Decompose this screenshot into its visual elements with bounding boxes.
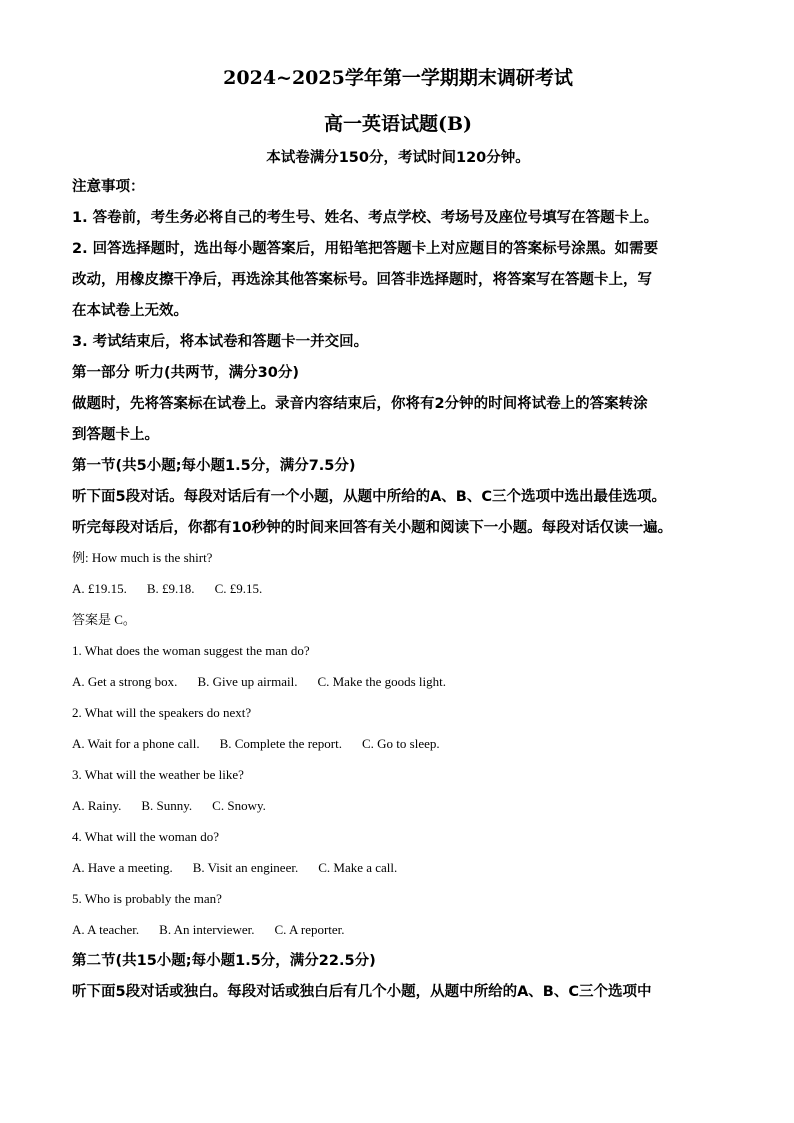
question-1-option-c: C. Make the goods light. — [317, 674, 446, 689]
example-answer: 答案是 C。 — [72, 612, 136, 627]
question-3-options — [72, 797, 724, 815]
notes-heading: 注意事项： — [72, 179, 145, 195]
question-3-option-c: C. Snowy. — [212, 798, 266, 813]
section1-heading: 第一节(共5小题;每小题1.5分，满分7.5分) — [72, 458, 356, 474]
question-4-option-c: C. Make a call. — [318, 860, 398, 875]
question-5-option-a: A. A teacher. — [72, 922, 140, 937]
notes-item-2-line-3: 在本试卷上无效。 — [72, 303, 188, 319]
question-1-option-a: A. Get a strong box. — [72, 674, 178, 689]
question-4-option-a: A. Have a meeting. — [72, 860, 173, 875]
question-1-options — [72, 673, 724, 691]
question-4-option-b: B. Visit an engineer. — [192, 860, 299, 875]
section2-intro-line-1: 听下面5段对话或独白。每段对话或独白后有几个小题，从题中所给的A、B、C三个选项中 — [72, 984, 652, 1000]
question-5-option-c: C. A reporter. — [274, 922, 345, 937]
example-option-c: C. £9.15. — [214, 581, 263, 596]
question-3-option-a: A. Rainy. — [72, 798, 122, 813]
question-4-options — [72, 859, 724, 877]
question-5: 5. Who is probably the man? — [72, 891, 222, 906]
part1-intro-line-2: 到答题卡上。 — [72, 427, 159, 443]
part1-intro-line-1: 做题时，先将答案标在试卷上。录音内容结束后，你将有2分钟的时间将试卷上的答案转涂 — [72, 396, 648, 412]
question-3-option-b: B. Sunny. — [141, 798, 193, 813]
section1-intro-line-2: 听完每段对话后，你都有10秒钟的时间来回答有关小题和阅读下一小题。每段对话仅读一遍。 — [72, 520, 673, 536]
example-question: 例: How much is the shirt? — [72, 550, 213, 565]
example-option-a: A. £19.15. — [72, 581, 127, 596]
question-4: 4. What will the woman do? — [72, 829, 220, 844]
notes-item-3: 3. 考试结束后，将本试卷和答题卡一并交回。 — [72, 334, 369, 350]
notes-item-1: 1. 答卷前，考生务必将自己的考生号、姓名、考点学校、考场号及座位号填写在答题卡上。 — [72, 210, 659, 226]
exam-info: 本试卷满分150分，考试时间120分钟。 — [266, 150, 530, 166]
exam-title: 2024~2025学年第一学期期末调研考试 — [223, 67, 573, 89]
section1-intro-line-1: 听下面5段对话。每段对话后有一个小题，从题中所给的A、B、C三个选项中选出最佳选项。 — [72, 489, 667, 505]
example-option-b: B. £9.18. — [146, 581, 195, 596]
question-2-option-a: A. Wait for a phone call. — [72, 736, 200, 751]
notes-item-2-line-2: 改动，用橡皮擦干净后，再选涂其他答案标号。回答非选择题时，将答案写在答题卡上，写 — [72, 272, 652, 288]
question-2-option-c: C. Go to sleep. — [361, 736, 440, 751]
question-3: 3. What will the weather be like? — [72, 767, 244, 782]
question-5-options — [72, 921, 724, 939]
question-1-option-b: B. Give up airmail. — [197, 674, 298, 689]
question-2: 2. What will the speakers do next? — [72, 705, 252, 720]
question-1: 1. What does the woman suggest the man do? — [72, 643, 310, 658]
exam-subtitle: 高一英语试题(B) — [323, 113, 473, 135]
part1-heading: 第一部分 听力(共两节，满分30分) — [72, 365, 299, 381]
question-2-option-b: B. Complete the report. — [219, 736, 342, 751]
notes-item-2-line-1: 2. 回答选择题时，选出每小题答案后，用铅笔把答题卡上对应题目的答案标号涂黑。如需要 — [72, 241, 659, 257]
question-5-option-b: B. An interviewer. — [159, 922, 255, 937]
example-options — [72, 580, 724, 598]
question-2-options — [72, 735, 724, 753]
section2-heading: 第二节(共15小题;每小题1.5分，满分22.5分) — [72, 953, 376, 969]
